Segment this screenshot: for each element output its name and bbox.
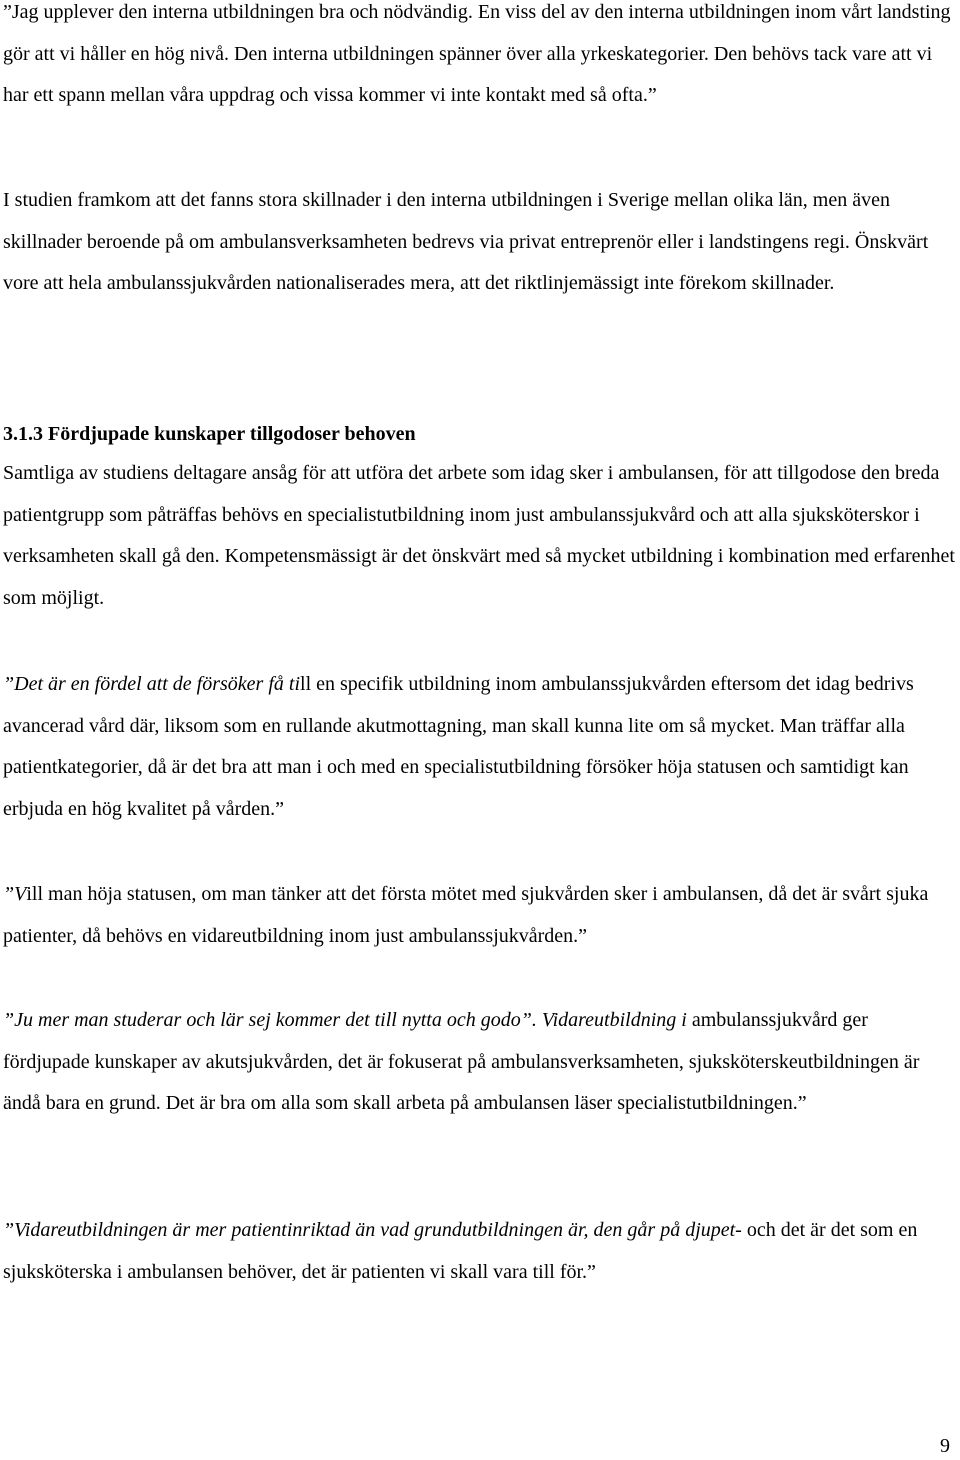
quote-italic-text: ”Det är en fördel att de försöker få ti (3, 673, 301, 695)
body-paragraph-specialist-training (3, 453, 958, 620)
paragraph-text: I studien framkom att det fanns stora skillnader i den interna utbildningen i Sverige mellan olika län, men även skillnader beroende på om ambulansverksamheten bedrevs via privat entreprenör eller i landstingens regi. Önskvärt vore att hela ambulanssjukvården nationaliserades mera, att det riktlinjemässigt inte förekom skillnader. (3, 189, 929, 295)
quote-paragraph-advantage (3, 664, 958, 831)
quote-italic-text: ”V (3, 883, 27, 905)
quote-paragraph-status (3, 874, 958, 957)
page-number: 9 (940, 1435, 950, 1457)
quote-text: ill man höja statusen, om man tänker att det första mötet med sjukvården sker i ambulansen, då det är svårt sjuka patienter, då behövs en vidareutbildning inom just ambulanssjukvården.” (3, 883, 929, 947)
quote-italic-text: ”Vidareutbildningen är mer patientinriktad än vad grundutbildningen är, den går på djupet- (3, 1219, 742, 1241)
quote-text: ll en specifik utbildning inom ambulanssjukvården eftersom det idag bedrivs avancerad vård där, liksom som en rullande akutmottagning, man skall kunna lite om så mycket. Man träffar alla patientkategorier, då är det bra att man i och med en specialistutbildning försöker höja statusen och samtidigt kan erbjuda en hög kvalitet på vården.” (3, 673, 914, 821)
quote-paragraph-patient-focus (3, 1210, 958, 1293)
quote-italic-text: ”Ju mer man studerar och lär sej kommer det till nytta och godo”. Vidareutbildning i (3, 1009, 687, 1031)
quote-text: ambulanssjukvård ger fördjupade kunskaper av akutsjukvården, det är fokuserat på ambulansverksamheten, sjuksköterskeutbildningen är ändå bara en grund. Det är bra om alla som skall arbeta på ambulansen läser specialistutbildningen.” (3, 1009, 920, 1115)
body-paragraph-regional-differences (3, 180, 958, 305)
section-heading: 3.1.3 Fördjupade kunskaper tillgodoser behoven (3, 423, 416, 445)
quote-paragraph-study-more (3, 1000, 958, 1125)
quote-paragraph-intro (3, 0, 958, 117)
paragraph-text: Samtliga av studiens deltagare ansåg för att utföra det arbete som idag sker i ambulansen, för att tillgodose den breda patientgrupp som påträffas behövs en specialistutbildning inom just ambulanssjukvård och att alla sjuksköterskor i verksamheten skall gå den. Kompetensmässigt är det önskvärt med så mycket utbildning i kombination med erfarenhet som möjligt. (3, 462, 955, 610)
paragraph-text: ”Jag upplever den interna utbildningen bra och nödvändig. En viss del av den interna utbildningen inom vårt landsting gör att vi håller en hög nivå. Den interna utbildningen spänner över alla yrkeskategorier. Den behövs tack vare att vi har ett spann mellan våra uppdrag och vissa kommer vi inte kontakt med så ofta.” (3, 1, 951, 107)
quote-text: och det är det som en sjuksköterska i ambulansen behöver, det är patienten vi skall vara till för.” (3, 1219, 918, 1283)
